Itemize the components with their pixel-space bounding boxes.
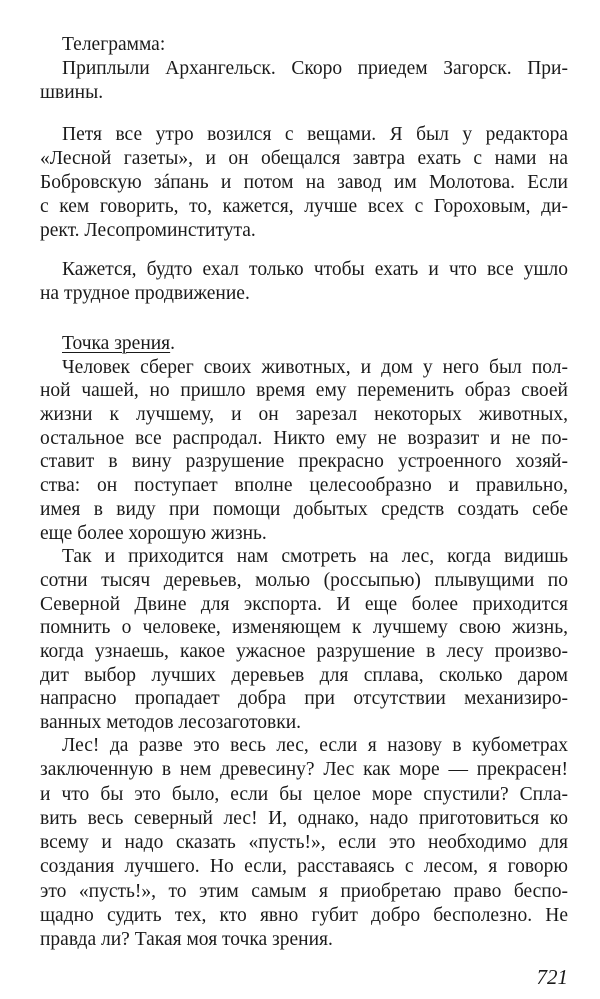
text-line: помнить о человеке, изменяющем к лучшему свою жизнь, [40,617,568,639]
text-line: ной чашей, но пришло время ему переменить образ своей [40,380,568,402]
text-line: напрасно пропадает добра при отсутствии механизиро- [40,688,568,710]
tochka-zreniya-section [40,332,568,735]
text-line: еще более хорошую жизнь. [40,522,267,544]
text-line: Так и приходится нам смотреть на лес, когда видишь [62,546,568,568]
text-line: с кем говорить, то, кажется, лучше всех с Гороховым, ди- [40,196,568,217]
petya-paragraph [40,123,568,243]
text-line: и что бы это было, если бы целое море спустили? Спла- [40,783,568,805]
text-line: когда узнаешь, какое ужасное разрушение в лесу произво- [40,640,568,662]
telegram-paragraph [40,33,568,105]
text-line: имея в виду при помощи добытых средств создать себе [40,498,568,520]
text-line [40,332,568,356]
text-line: это «пусть!», то этим самым я приобретаю право беспо- [40,880,568,902]
text-line: Петя все утро возился с вещами. Я был у редактора [62,124,568,145]
text-line: Лес! да разве это весь лес, если я назову в кубометрах [62,735,568,756]
text-line: рект. Лесопроминститута. [40,220,256,241]
text-line: остальное все распродал. Никто ему не возразит и не по- [40,427,568,449]
text-line: щадно судить тех, кто явно губит добро бесполезно. Не [40,904,568,926]
text-line: Приплыли Архангельск. Скоро приедем Загорск. При- [62,58,568,79]
text-line: жизни к лучшему, и он зарезал некоторых животных, [40,404,568,426]
text-line: дит выбор лучших деревьев для сплава, сколько даром [40,664,568,686]
text-line: швины. [40,82,104,103]
text-line: создания лучшего. Но если, расставаясь с лесом, я говорю [40,856,568,878]
text-line: всему и надо сказать «пусть!», если это необходимо для [40,832,568,853]
text-line: правда ли? Такая моя точка зрения. [40,929,333,950]
text-line: Бобровскую зáпань и потом на завод им Молотова. Если [40,172,568,193]
text-line: ванных методов лесозаготовки. [40,712,302,733]
text-line: на трудное продвижение. [40,283,250,304]
les-paragraph [40,734,568,952]
text-line: ства: он поступает вполне целесообразно и правильно, [40,475,568,497]
text-line: Человек сберег своих животных, и дом у него был пол- [62,356,568,378]
title-period: . [170,333,176,354]
text-line: заключенную в нем древесину? Лес как море — прекрасен! [40,759,568,781]
text-line: «Лесной газеты», и он обещался завтра ехать с нами на [40,148,568,169]
text-line: сотни тысяч деревьев, молью (россыпью) плывущими по [40,569,568,591]
text-line: вить весь северный лес! И, однако, надо приготовиться ко [40,807,568,829]
text-line: Северной Двине для экспорта. И еще более приходится [40,593,568,615]
text-line: Кажется, будто ехал только чтобы ехать и что все ушло [62,259,568,280]
section-title: Точка зрения [62,333,171,354]
text-line: Телеграмма: [62,34,166,55]
text-line: ставит в вину разрушение прекрасно устроенного хозяй- [40,451,568,473]
page-number: 721 [536,965,568,989]
kazhetsya-paragraph [40,258,568,306]
